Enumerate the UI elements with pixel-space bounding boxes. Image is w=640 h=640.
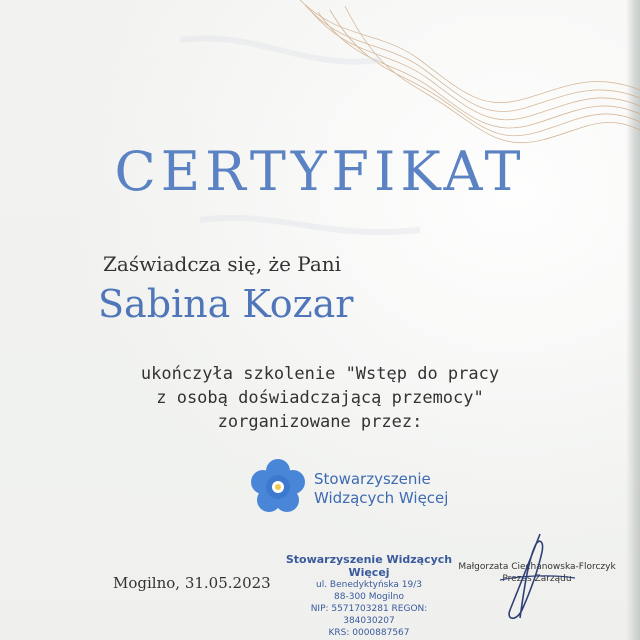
attestation-text: Zaświadcza się, że Pani bbox=[103, 252, 342, 276]
stamp-line: 88-300 Mogilno bbox=[334, 592, 404, 602]
completion-line: z osobą doświadczającą przemocy" bbox=[156, 388, 484, 408]
handwritten-signature bbox=[480, 530, 590, 630]
completion-text bbox=[0, 362, 640, 434]
organization-stamp bbox=[284, 553, 454, 639]
organization-name-line: Stowarzyszenie bbox=[314, 470, 431, 488]
stamp-org-name: Stowarzyszenie Widzących Więcej bbox=[285, 553, 453, 579]
organization-logo-name bbox=[314, 470, 448, 508]
completion-line: zorganizowane przez: bbox=[217, 412, 423, 432]
recipient-name: Sabina Kozar bbox=[98, 282, 354, 326]
signatory-role: Prezes Zarządu bbox=[502, 574, 572, 584]
stamp-line: NIP: 5571703281 REGON: 384030207 bbox=[310, 604, 428, 626]
stamp-line: ul. Benedyktyńska 19/3 bbox=[315, 580, 423, 590]
signatory-name: Małgorzata Ciechanowska-Florczyk bbox=[458, 562, 616, 572]
place-and-date: Mogilno, 31.05.2023 bbox=[113, 574, 271, 592]
organization-name-line: Widzących Więcej bbox=[314, 489, 449, 507]
stamp-line: KRS: 0000887567 bbox=[328, 628, 410, 638]
completion-line: ukończyła szkolenie "Wstęp do pracy bbox=[140, 364, 500, 384]
paper-edge bbox=[626, 0, 640, 640]
forget-me-not-flower-icon bbox=[246, 455, 310, 519]
certificate-title: CERTYFIKAT bbox=[114, 140, 526, 203]
